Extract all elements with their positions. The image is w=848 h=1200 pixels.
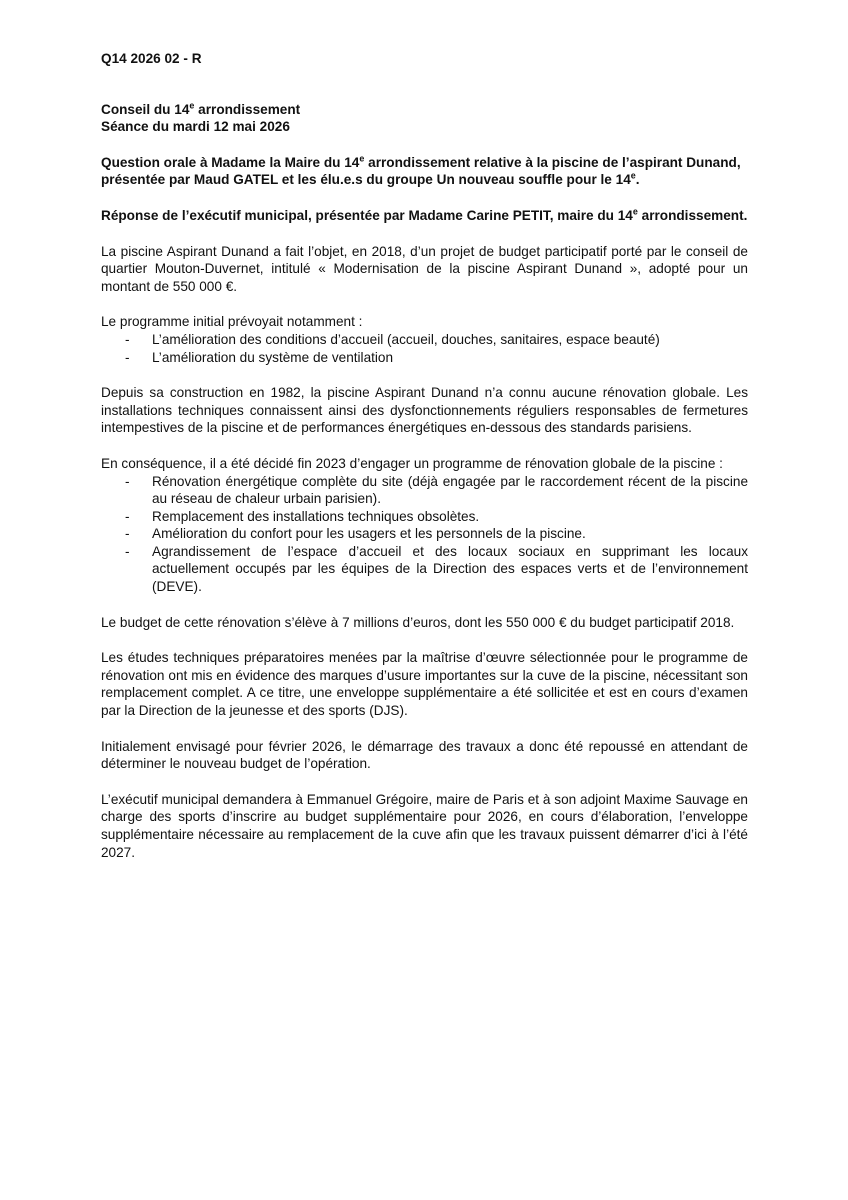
paragraph-renovation-budget: Le budget de cette rénovation s’élève à 7 millions d’euros, dont les 550 000 € du budget participatif 2018. bbox=[101, 614, 735, 630]
list-dash: - bbox=[125, 526, 130, 542]
list-dash: - bbox=[125, 473, 130, 489]
list-dash: - bbox=[125, 349, 130, 365]
list-dash: - bbox=[125, 543, 130, 559]
renovation-program-list bbox=[101, 473, 748, 596]
document-page bbox=[101, 50, 748, 879]
initial-program-list bbox=[101, 331, 748, 366]
paragraph-executive-request: L’exécutif municipal demandera à Emmanuel Grégoire, maire de Paris et à son adjoint Maxime Sauvage en charge des sports d’inscrire au budget supplémentaire pour 2026, en cours d’élaboration, l’enveloppe supplémentaire nécessaire au remplacement de la cuve afin que les travaux puissent démarrer d’ici à l’été 2027. bbox=[101, 791, 748, 860]
response-title: Réponse de l’exécutif municipal, présentée par Madame Carine PETIT, maire du 14e arrondissement. bbox=[101, 206, 748, 223]
document-reference: Q14 2026 02 - R bbox=[101, 51, 202, 66]
list-item: - Remplacement des installations techniques obsolètes. bbox=[125, 508, 480, 524]
list-item: - L’amélioration du système de ventilation bbox=[125, 349, 394, 365]
question-title: Question orale à Madame la Maire du 14e arrondissement relative à la piscine de l’aspirant Dunand, présentée par Maud GATEL et les élu.e.s du groupe Un nouveau souffle pour le 14e. bbox=[101, 153, 741, 188]
list-dash: - bbox=[125, 508, 130, 524]
renovation-program-section bbox=[101, 455, 748, 596]
paragraph-construction-history: Depuis sa construction en 1982, la piscine Aspirant Dunand n’a connu aucune rénovation globale. Les installations techniques connaissent ainsi des dysfonctionnements réguliers responsables de fermetures intempestives de la piscine et de performances énergétiques en-dessous des standards parisiens. bbox=[101, 385, 748, 436]
paragraph-works-postponed: Initialement envisagé pour février 2026, le démarrage des travaux a donc été repoussé en attendant de déterminer le nouveau budget de l’opération. bbox=[101, 738, 748, 772]
paragraph-participatory-budget: La piscine Aspirant Dunand a fait l’objet, en 2018, d’un projet de budget participatif porté par le conseil de quartier Mouton-Duvernet, intitulé « Modernisation de la piscine Aspirant Dunand », adopté pour un montant de 550 000 €. bbox=[101, 243, 748, 294]
council-header bbox=[101, 101, 748, 136]
list-dash: - bbox=[125, 331, 130, 347]
session-date: Séance du mardi 12 mai 2026 bbox=[101, 119, 290, 135]
council-title: Conseil du 14e arrondissement bbox=[101, 100, 301, 117]
list-item: - Agrandissement de l’espace d’accueil et des locaux sociaux en supprimant les locaux actuellement occupés par les équipes de la Direction des espaces verts et de l’environnement (DEVE). bbox=[125, 543, 748, 595]
renovation-program-intro: En conséquence, il a été décidé fin 2023 d’engager un programme de rénovation globale de la piscine : bbox=[101, 455, 723, 471]
list-item: - Amélioration du confort pour les usagers et les personnels de la piscine. bbox=[125, 526, 586, 542]
paragraph-technical-studies: Les études techniques préparatoires menées par la maîtrise d’œuvre sélectionnée pour le programme de rénovation ont mis en évidence des marques d’usure importantes sur la cuve de la piscine, nécessitant son remplacement complet. A ce titre, une enveloppe supplémentaire a été sollicitée et est en cours d’examen par la Direction de la jeunesse et des sports (DJS). bbox=[101, 650, 748, 719]
initial-program-section bbox=[101, 313, 748, 366]
initial-program-intro: Le programme initial prévoyait notamment : bbox=[101, 314, 363, 330]
list-item: - L’amélioration des conditions d’accueil (accueil, douches, sanitaires, espace beauté) bbox=[125, 331, 660, 347]
list-item: - Rénovation énergétique complète du site (déjà engagée par le raccordement récent de la piscine au réseau de chaleur urbain parisien). bbox=[125, 473, 748, 507]
